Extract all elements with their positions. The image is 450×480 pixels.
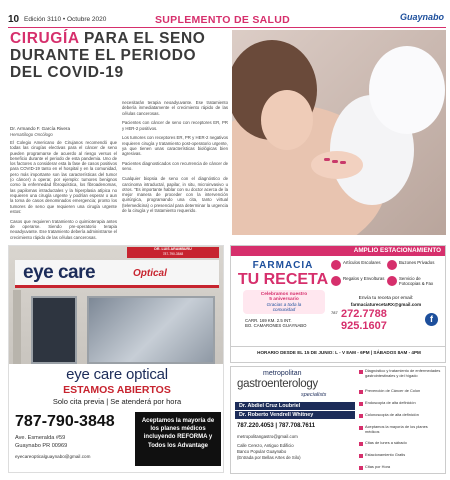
- eyecare-email: eyecareopticalguaynabo@gmail.com: [15, 454, 91, 459]
- gift-icon: [331, 276, 341, 286]
- store-door: [31, 296, 77, 364]
- pharmacy-hours: HORARIO DESDE EL 15 DE JUNIO: L - V 8AM - 6PM | SÁBADOS 8AM - 4PM: [231, 346, 446, 358]
- phone-area-code: 787: [331, 310, 338, 315]
- pharmacy-email: farmaciaturecetaRX@gmail.com: [350, 302, 422, 307]
- byline: [10, 126, 120, 137]
- clinic-address-2: Banco Popular Guaynabo: [237, 449, 287, 454]
- sign-subtitle: Optical: [133, 268, 167, 279]
- pharmacy-name-line-2: TU RECETA: [237, 271, 329, 288]
- clinic-logo-line-3: specialists: [301, 392, 327, 398]
- list-item: Aceptamos la mayoría de los planes médicos: [359, 425, 443, 435]
- anniversary-line-2: 5 aniversario: [269, 297, 299, 302]
- list-item: Endoscopia de alta definición: [359, 401, 443, 406]
- anniversary-line-3: Gracias a toda la: [266, 302, 302, 307]
- page-header: [0, 0, 450, 26]
- article-column-2: [122, 100, 228, 218]
- storefront-pole: [13, 290, 21, 364]
- list-item: Estacionamiento Gratis: [359, 453, 443, 458]
- plaque-name: DR. LUIS ARAMBURU: [154, 247, 192, 251]
- storefront-photo: [9, 246, 224, 364]
- clinic-phones: 787.220.4053 | 787.708.7611: [237, 423, 316, 429]
- article-column-1: [10, 140, 117, 244]
- anniversary-line-1: Celebramos nuestro: [260, 292, 308, 297]
- clinic-address-3: (Entrada por Bellas Artes de Silo): [237, 455, 301, 460]
- paragraph: Pacientes con cáncer de seno con receptores ER, PR y HER-2 positivos.: [122, 120, 228, 131]
- author-role: Hematólogo Oncólogo: [10, 132, 53, 137]
- insurance-plans-box: Aceptamos la mayoría de los planes médicos incluyendo REFORMA y Todos los Advantage: [135, 412, 221, 466]
- pencil-icon: [331, 260, 341, 270]
- service-label: Regalos y Envolturas: [343, 276, 385, 281]
- parking-banner: AMPLIO ESTACIONAMIENTO: [231, 246, 446, 256]
- gastro-ad: [230, 366, 446, 474]
- paragraph: Pacientes diagnosticados con recurrencia de cáncer de seno.: [122, 161, 228, 172]
- doctor-plaque: [127, 247, 219, 258]
- eyecare-address-2: Guaynabo PR 00969: [15, 443, 68, 449]
- article-photo: [232, 30, 446, 235]
- printer-icon: [387, 276, 397, 286]
- article-title: [10, 30, 225, 81]
- pharmacy-ad: [230, 245, 446, 363]
- header-divider: [8, 27, 446, 28]
- store-sign: [15, 260, 219, 288]
- email-prompt: Envía tu receta por email:: [358, 296, 414, 301]
- facebook-icon: f: [425, 313, 438, 326]
- anniversary-line-4: comunidad: [272, 307, 296, 312]
- anniversary-badge: [243, 290, 325, 314]
- mailbox-icon: [387, 260, 397, 270]
- page-number: 10: [8, 14, 20, 25]
- paragraph: necesitarán terapia neoadyuvante. Ese tratamiento debería inmediatamente el crecimiento rápido de las células cancerosas.: [122, 100, 228, 116]
- pharmacy-address-2: BO. CAMARONES GUAYNABO: [245, 323, 307, 328]
- edition-label: Edición 3110 • Octubre 2020: [24, 16, 107, 23]
- list-item: Colonoscopia de alta definición: [359, 413, 443, 418]
- eyecare-phone: 787-790-3848: [15, 413, 115, 430]
- paragraph: El Colegio Americano de Cirujanos recomendó que todas las cirugías electivas para el cáncer de seno pueden programarse de acuerdo al riesgo versus el beneficio durante el periodo de esta pandemia. Uno de los factores a considerar esta la fase de casos positivos para COVID-19 tanto en el hospital y en la comunidad, pero más importante son las características del tumor (o cáncer) a operar, por ejemplo: tumores benignos como la enfermedad fibroquística, los fibroadenomas, las papilomas intraductales y la hiperplasia atípica no requieren una cirugía urgente y podrían esperar o aun la toma de casos denominados emergencia; pronto los tumores de seno que requieren una cirugía urgente estos:: [10, 140, 117, 214]
- title-rest: PARA EL SENO DURANTE EL PERIODO DEL COVID-19: [10, 30, 206, 81]
- clinic-logo-line-1: metropolitan: [263, 370, 302, 377]
- eye-care-ad: [8, 245, 224, 473]
- eyecare-address-1: Ave. Esmeralda #59: [15, 435, 66, 441]
- pharmacy-address-1: CARR. 169 KM. 2.5 INT.: [245, 318, 292, 323]
- plaque-phone: 787-790-3848: [162, 252, 184, 256]
- service-label: Buzones Privados: [399, 260, 435, 265]
- open-notice: ESTAMOS ABIERTOS: [63, 384, 171, 396]
- section-title: SUPLEMENTO DE SALUD: [155, 14, 291, 26]
- title-accent: CIRUGÍA: [10, 30, 80, 47]
- pharmacy-phone-1: 272.7788: [341, 308, 387, 320]
- author-name: Dr. Armando F. García Rivera: [10, 126, 70, 131]
- breast-exam-illustration: [232, 30, 446, 235]
- list-item: Diagnóstico y tratamiento de enfermedades gastrointestinales y del hígado: [359, 369, 443, 379]
- doctor-1: Dr. Abdiel Cruz Loubriel: [235, 402, 355, 410]
- service-label: Artículos Escolares: [343, 260, 381, 265]
- doctor-2: Dr. Roberto Vendrell Whitney: [235, 411, 355, 419]
- pharmacy-phone-2: 925.1607: [341, 320, 387, 332]
- sign-name: eye care: [23, 262, 96, 283]
- paragraph: Cualquier biopsia de seno con el diagnóstico de carcinoma intraductal, papilar, in situ, microinvasivo u otros. "Es importante hablar con su doctor acerca de la mejor manera de proceder con la intervención quirúrgica, programando una cita, tanto virtual (telemedicina) o presencial para determinar la urgencia de la cirugía y el tratamiento requerido.: [122, 176, 228, 214]
- pharmacy-name-line-1: FARMACIA: [252, 260, 314, 271]
- eyecare-name: eye care optical: [66, 366, 168, 383]
- service-label: Servicio de Fotocopias & Fax: [399, 276, 434, 287]
- appointment-notice: Solo cita previa | Se atenderá por hora: [52, 397, 182, 406]
- clinic-address-1: Calle Cerezo, Antiguo Edificio: [237, 443, 294, 448]
- store-window: [87, 296, 215, 364]
- list-item: Citas de lunes a sábado: [359, 441, 443, 446]
- list-item: Prevención de Cáncer de Colon: [359, 389, 443, 394]
- paragraph: Casos que requieren tratamiento o quimioterapia antes de operarse. Siendo pre-operatorio terapia neoadyuvante. Ese tratamiento debería administrarse el crecimiento rápido de las células cancerosas.: [10, 218, 117, 240]
- paragraph: Los tumores con receptores ER, PR y HER-2 negativos requieren cirugía y tratamiento post-operatorio urgente, ya que tienen unas características biológicas bien agresivas.: [122, 135, 228, 157]
- clinic-email: metropolitangastro@gmail.com: [237, 434, 298, 439]
- list-item: Citas por Hora: [359, 465, 443, 470]
- clinic-logo-line-2: gastroenterology: [237, 378, 318, 390]
- brand-logo: Guaynabo: [399, 12, 444, 22]
